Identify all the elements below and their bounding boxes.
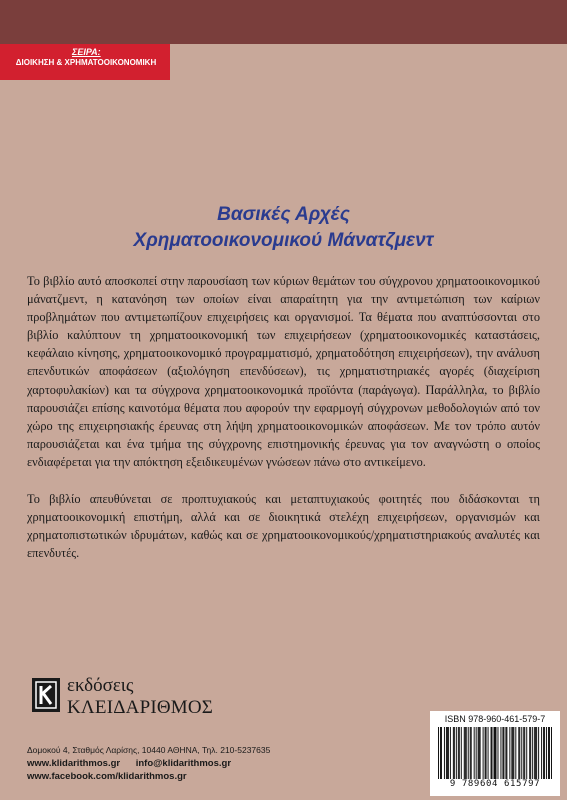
barcode-panel [430, 711, 560, 796]
publisher-contacts [27, 758, 231, 769]
series-badge [0, 44, 170, 80]
email-link[interactable]: info@klidarithmos.gr [135, 758, 232, 769]
publisher-name: ΚΛΕΙΔΑΡΙΘΜΟΣ [67, 697, 214, 718]
series-label: ΣΕΙΡΑ: [72, 47, 101, 57]
barcode-digits: 9 789604 615797 [449, 779, 541, 789]
publisher-logo-icon [32, 678, 60, 712]
isbn-text: ISBN 978-960-461-579-7 [444, 714, 546, 724]
facebook-link[interactable]: www.facebook.com/klidarithmos.gr [27, 771, 187, 782]
book-title [0, 202, 567, 254]
description-paragraph-1: Το βιβλίο αυτό αποσκοπεί στην παρουσίαση των κύριων θεμάτων του σύγχρονου χρηματοοικονομικού μάνατζμεντ, η κατανόηση των οποίων είναι απαραίτητη για την αντιμετώπιση των καίριων προβλημάτων που αντιμετωπίζουν επιχειρήσεις και οργανισμοί. Τα θέματα που αναπτύσσονται στο βιβλίο καλύπτουν τη χρηματοοικονομική των επιχειρήσεων (χρηματοοικονομικές καταστάσεις, κεφάλαιο κίνησης, χρηματοοικονομικό προγραμματισμό, χρηματοδότηση επιχειρήσεων), την ανάλυση επενδυτικών αποφάσεων (αξιολόγηση επενδύσεων), τις χρηματιστηριακές αγορές (διαχείριση χαρτοφυλακίων) και τα σύγχρονα χρηματοοικονομικά προϊόντα (παράγωγα). Παράλληλα, το βιβλίο παρουσιάζει επίσης καινοτόμα θέματα που αφορούν την εφαρμογή σύγχρονων μεθοδολογιών από τον χώρο της επιχειρησιακής έρευνας στη λήψη χρηματοοικονομικών αποφάσεων. Με τον τρόπο αυτόν παρουσιάζεται και ένα τμήμα της σύγχρονης επιστημονικής έρευνας για τον αναγνώστη ο οποίος ενδιαφέρεται για την απόκτηση εξειδικευμένων γνώσεων πάνω στο αντικείμενο. [27, 274, 540, 469]
barcode-icon [438, 727, 552, 779]
description-paragraph-2: Το βιβλίο απευθύνεται σε προπτυχιακούς και μεταπτυχιακούς φοιτητές που διδάσκονται τη χρηματοοικονομική επιστήμη, αλλά και σε διοικητικά στελέχη επιχειρήσεων, οργανισμών και χρηματοπιστωτικών ιδρυμάτων, καθώς και σε χρηματοοικονομικούς/χρηματιστηριακούς αναλυτές και επενδυτές. [27, 492, 540, 561]
publisher-prefix: εκδόσεις [67, 675, 134, 696]
top-color-band [0, 0, 567, 44]
book-title-line1: Βασικές Αρχές [217, 204, 350, 225]
website-link[interactable]: www.klidarithmos.gr [27, 758, 121, 769]
book-title-line2: Χρηματοοικονομικού Μάνατζμεντ [133, 230, 434, 251]
series-name: ΔΙΟΙΚΗΣΗ & ΧΡΗΜΑΤΟΟΙΚΟΝΟΜΙΚΗ [15, 58, 157, 67]
publisher-address: Δομοκού 4, Σταθμός Λαρίσης, 10440 ΑΘΗΝΑ, Τηλ. 210-5237635 [27, 745, 271, 755]
